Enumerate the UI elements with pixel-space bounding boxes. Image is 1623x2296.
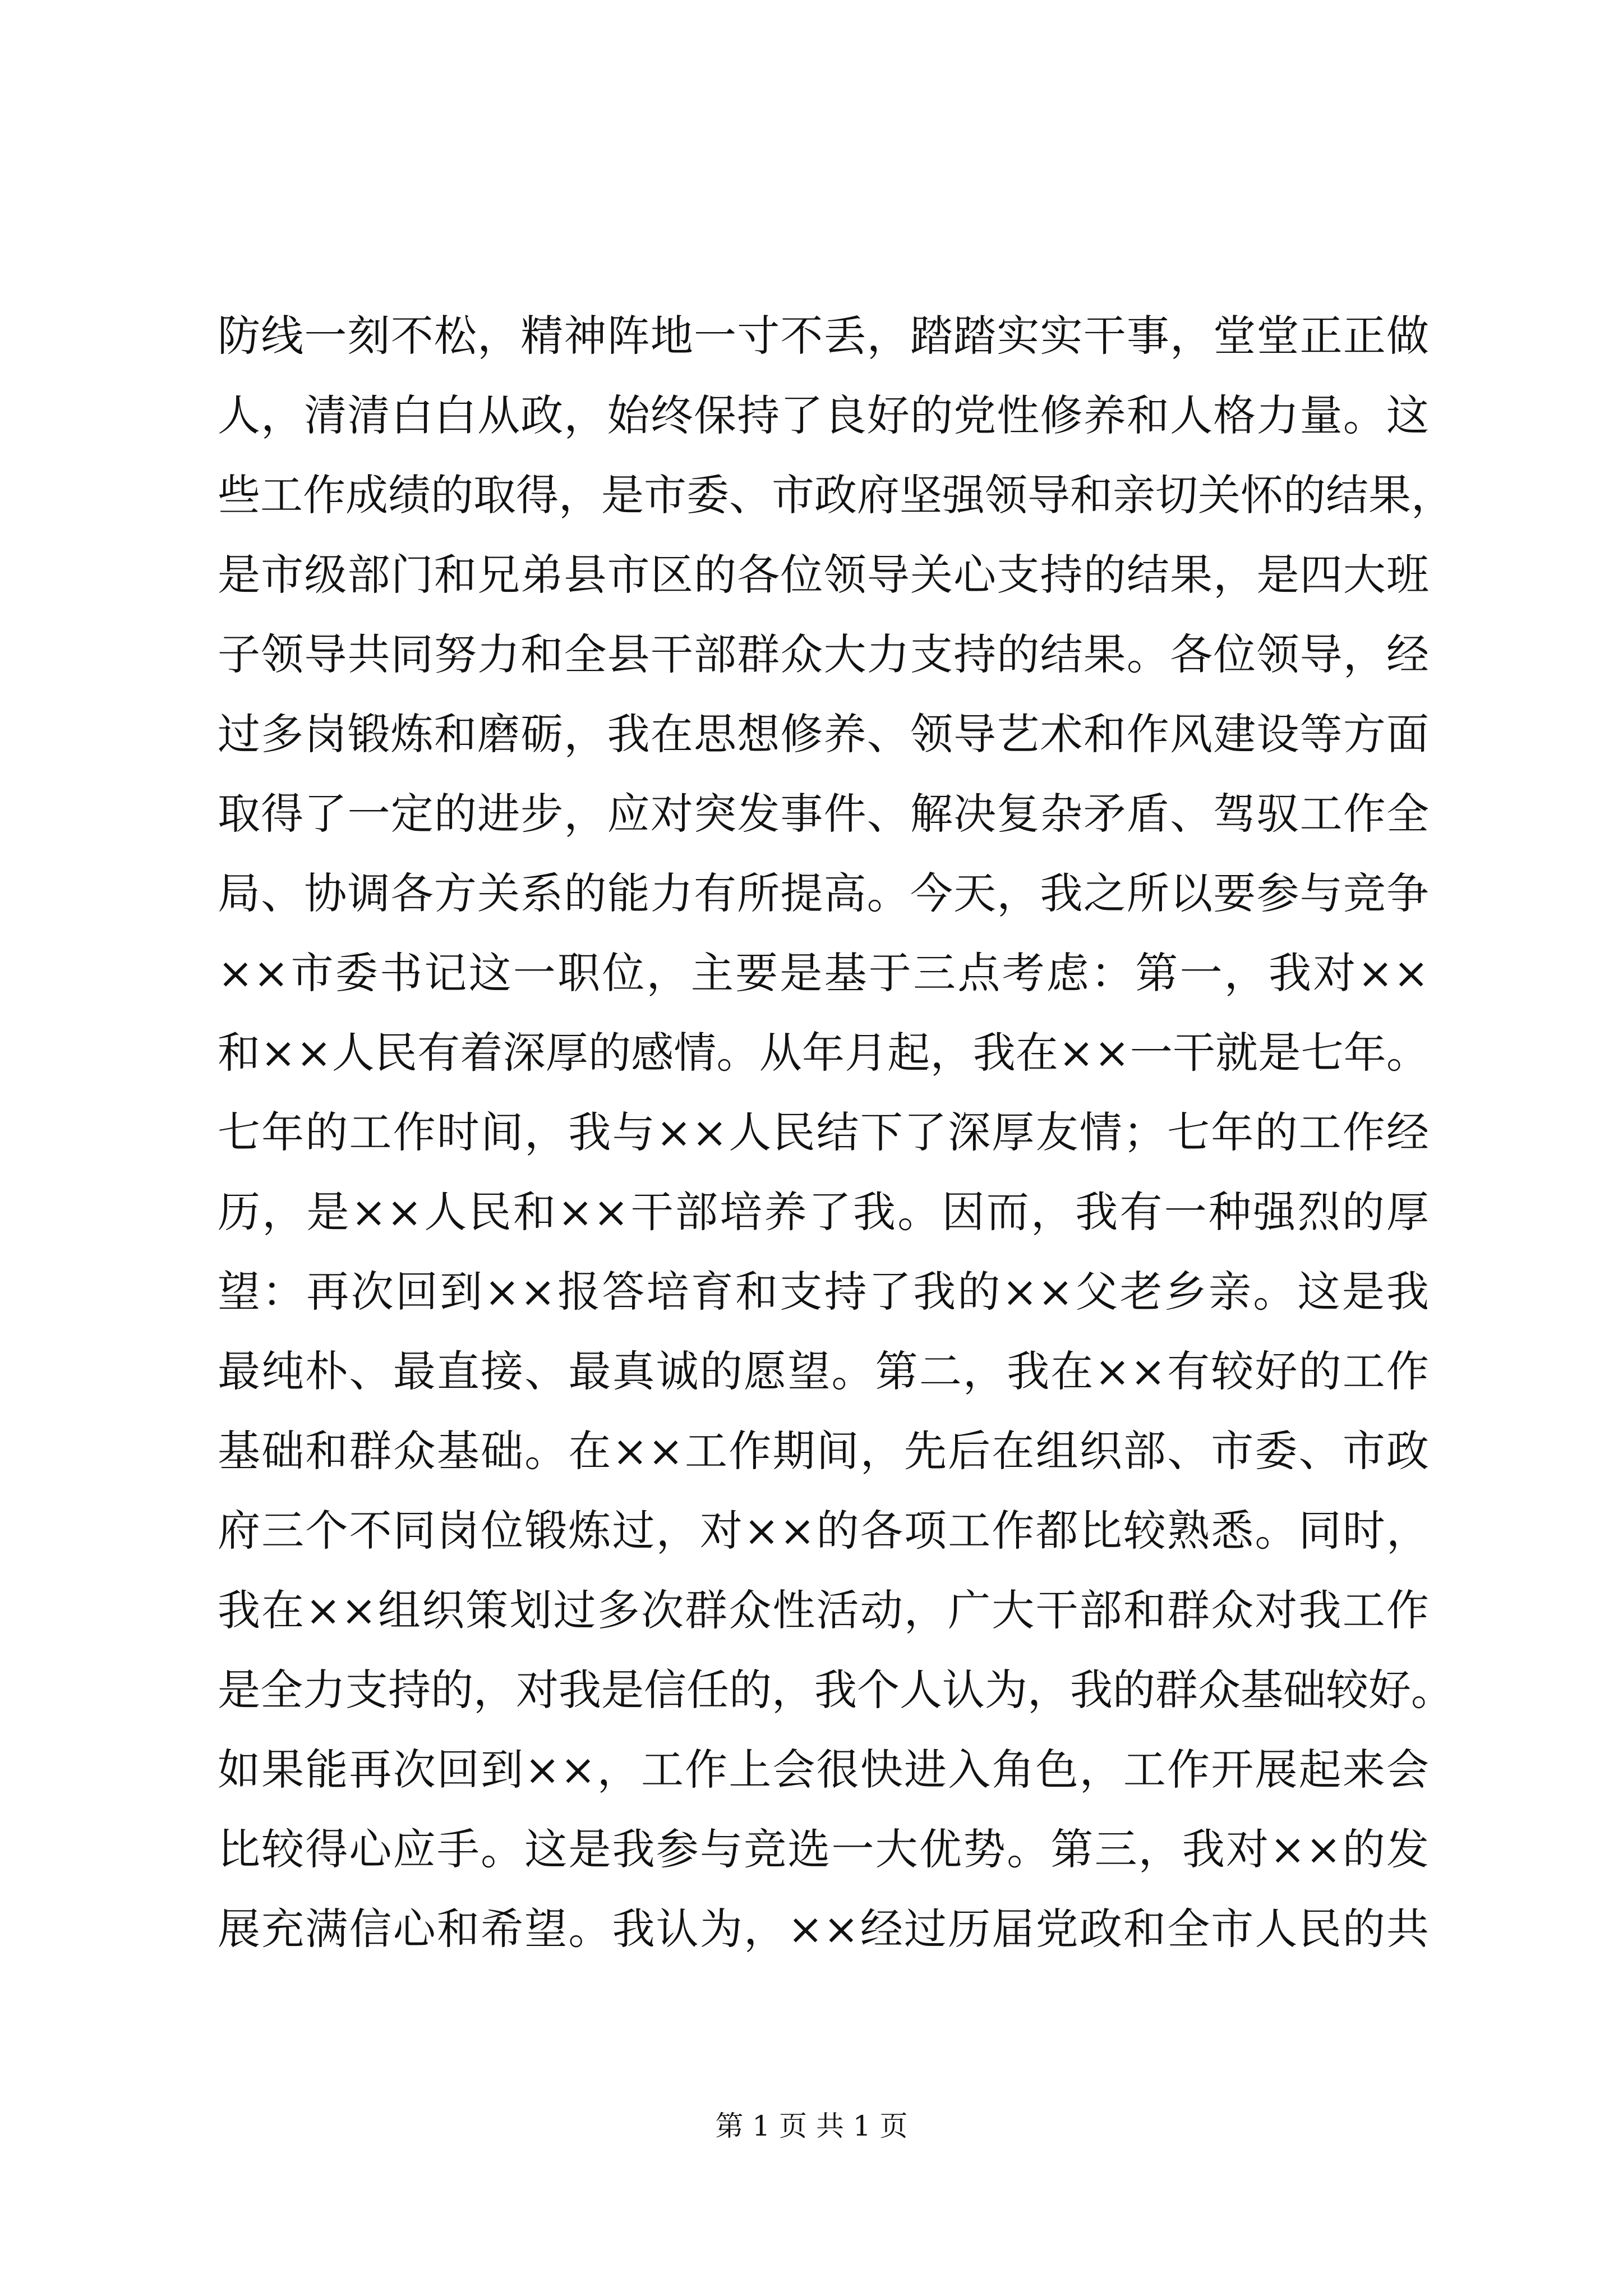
text-line: 基础和群众基础。在××工作期间，先后在组织部、市委、市政 xyxy=(218,1426,1429,1476)
text-line: 取得了一定的进步，应对突发事件、解决复杂矛盾、驾驭工作全 xyxy=(218,789,1429,839)
text-line: 过多岗锻炼和磨砺，我在思想修养、领导艺术和作风建设等方面 xyxy=(218,709,1429,759)
text-line: 防线一刻不松，精神阵地一寸不丢，踏踏实实干事，堂堂正正做 xyxy=(218,311,1429,361)
text-line: 历，是××人民和××干部培养了我。因而，我有一种强烈的厚 xyxy=(218,1187,1429,1237)
text-line: 局、协调各方关系的能力有所提高。今天，我之所以要参与竞争 xyxy=(218,868,1429,918)
text-line: 如果能再次回到××，工作上会很快进入角色，工作开展起来会 xyxy=(218,1745,1429,1795)
page-number-label: 第 1 页 共 1 页 xyxy=(715,2110,908,2142)
text-line: 望：再次回到××报答培育和支持了我的××父老乡亲。这是我 xyxy=(218,1267,1429,1317)
text-line: 最纯朴、最直接、最真诚的愿望。第二，我在××有较好的工作 xyxy=(218,1346,1429,1396)
text-line: 是市级部门和兄弟县市区的各位领导关心支持的结果，是四大班 xyxy=(218,550,1429,600)
text-line: 子领导共同努力和全县干部群众大力支持的结果。各位领导，经 xyxy=(218,629,1429,679)
page-footer xyxy=(0,2109,1623,2143)
text-line: 些工作成绩的取得，是市委、市政府坚强领导和亲切关怀的结果， xyxy=(218,470,1454,520)
text-line: 府三个不同岗位锻炼过，对××的各项工作都比较熟悉。同时， xyxy=(218,1506,1429,1556)
body-text xyxy=(218,296,1454,1969)
text-line: 比较得心应手。这是我参与竞选一大优势。第三，我对××的发 xyxy=(218,1824,1429,1874)
text-line: 展充满信心和希望。我认为，××经过历届党政和全市人民的共 xyxy=(218,1904,1429,1954)
text-line: ××市委书记这一职位，主要是基于三点考虑：第一，我对×× xyxy=(218,948,1429,998)
text-line: 和××人民有着深厚的感情。从年月起，我在××一干就是七年。 xyxy=(218,1028,1429,1078)
text-line: 七年的工作时间，我与××人民结下了深厚友情；七年的工作经 xyxy=(218,1107,1429,1157)
text-line: 人，清清白白从政，始终保持了良好的党性修养和人格力量。这 xyxy=(218,390,1429,440)
text-line: 我在××组织策划过多次群众性活动，广大干部和群众对我工作 xyxy=(218,1585,1429,1635)
text-line: 是全力支持的，对我是信任的，我个人认为，我的群众基础较好。 xyxy=(218,1665,1454,1715)
